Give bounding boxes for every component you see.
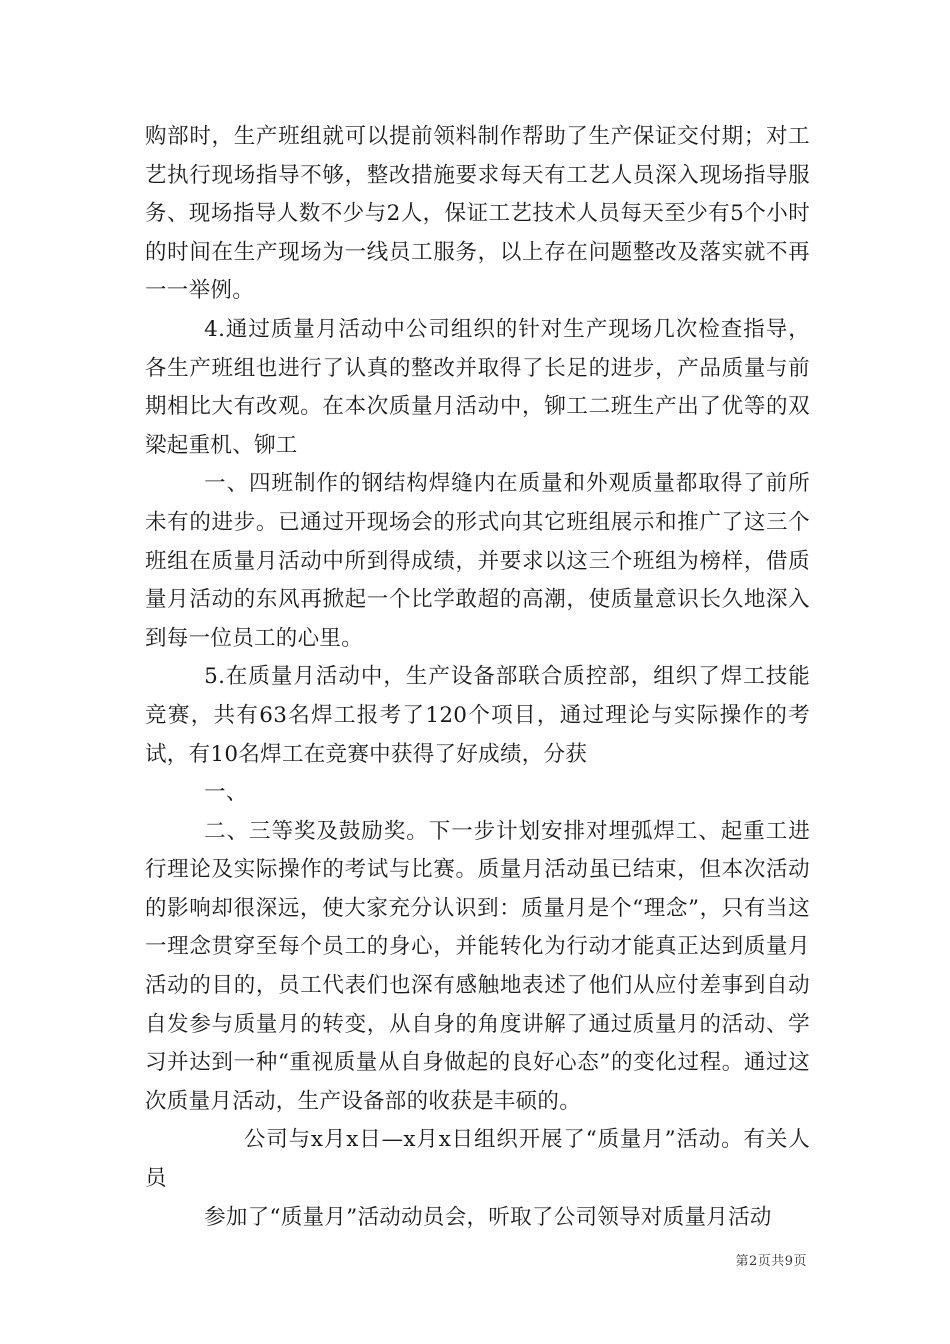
paragraph-second-third-prize: 二、三等奖及鼓励奖。下一步计划安排对埋弧焊工、起重工进行理论及实际操作的考试与比赛。质量月活动虽已结束，但本次活动的影响却很深远，使大家充分认识到：质量月是个“理念”，只有当这一理念贯穿至每个员工的身心，并能转化为行动才能真正达到质量月活动的目的，员工代表们也深有感触地表述了他们从应付差事到自动自发参与质量月的转变，从自身的角度讲解了通过质量月的活动、学习并达到一种“重视质量从自身做起的良好心态”的变化过程。通过这次质量月活动，生产设备部的收获是丰硕的。	[145, 818, 810, 1114]
paragraph-mobilization-meeting: 参加了“质量月”活动动员会，听取了公司领导对质量月活动	[204, 1204, 772, 1230]
paragraph-first-prize-fragment: 一、	[204, 780, 248, 806]
document-body	[145, 118, 810, 1237]
paragraph-procurement-followup: 购部时，生产班组就可以提前领料制作帮助了生产保证交付期；对工艺执行现场指导不够，整改措施要求每天有工艺人员深入现场指导服务、现场指导人数不少与2人，保证工艺技术人员每天至少有5个小时的时间在生产现场为一线员工服务，以上存在问题整改及落实就不再一一举例。	[145, 124, 810, 304]
page-number-label: 第2页共9页	[735, 1254, 807, 1269]
paragraph-class-four-progress: 一、四班制作的钢结构焊缝内在质量和外观质量都取得了前所未有的进步。已通过开现场会的形式向其它班组展示和推广了这三个班组在质量月活动中所到得成绩，并要求以这三个班组为榜样，借质量月活动的东风再掀起一个比学敢超的高潮，使质量意识长久地深入到每一位员工的心里。	[145, 471, 810, 651]
paragraph-quality-month-intro: 公司与x月x日—x月x日组织开展了“质量月”活动。有关人员	[145, 1127, 810, 1192]
paragraph-item-5: 5.在质量月活动中，生产设备部联合质控部，组织了焊工技能竞赛，共有63名焊工报考了120个项目，通过理论与实际操作的考试，有10名焊工在竞赛中获得了好成绩，分获	[145, 664, 810, 767]
paragraph-item-4: 4.通过质量月活动中公司组织的针对生产现场几次检查指导，各生产班组也进行了认真的整改并取得了长足的进步，产品质量与前期相比大有改观。在本次质量月活动中，铆工二班生产出了优等的双梁起重机、铆工	[145, 316, 810, 458]
page-footer	[735, 1250, 807, 1269]
